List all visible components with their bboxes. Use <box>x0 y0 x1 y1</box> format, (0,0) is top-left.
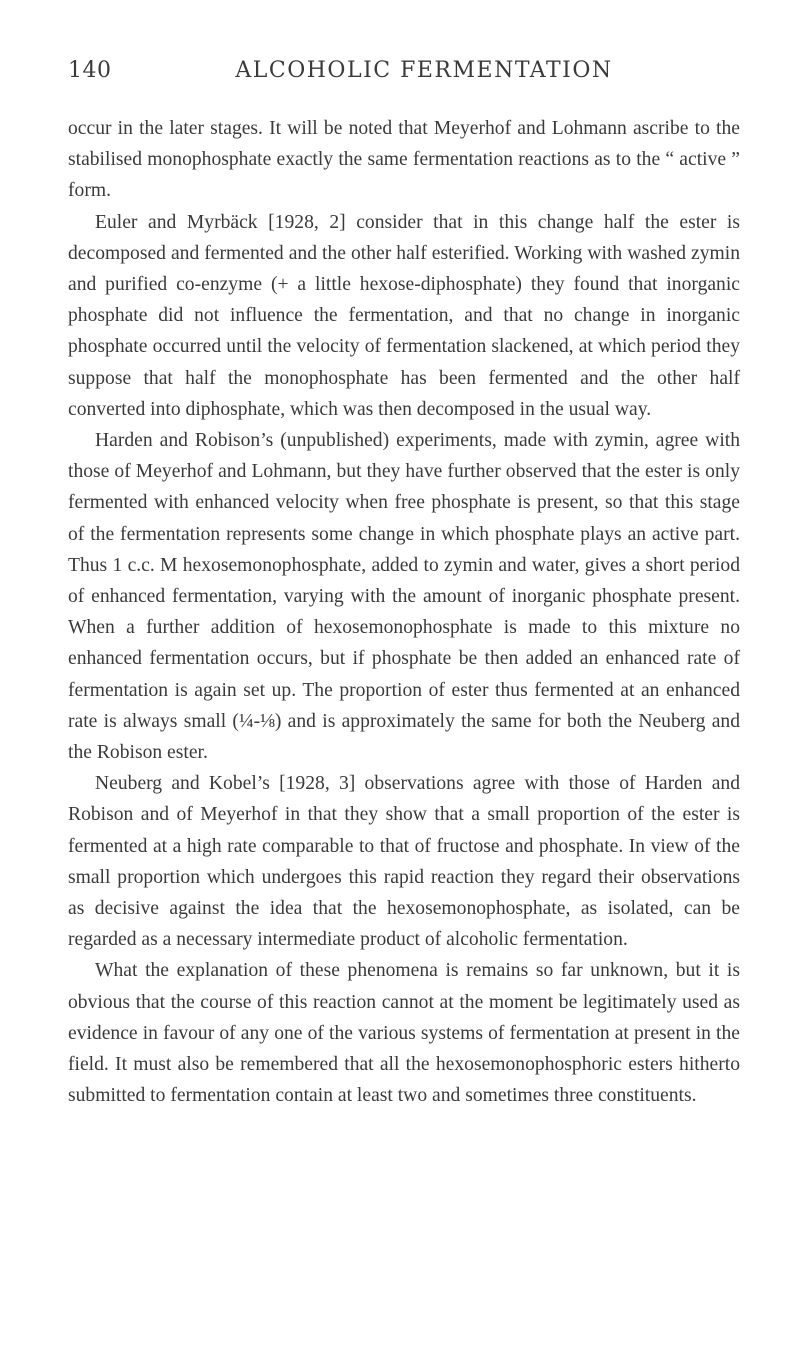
running-title: ALCOHOLIC FERMENTATION <box>235 58 613 83</box>
paragraph-neuberg-kobel: Neuberg and Kobel’s [1928, 3] observations agree with those of Harden and Robison and of Meyerhof in that they show that a small proportion of the ester is fermented at a high rate comparable to that of fructose and phosphate. In view of the small proportion which undergoes this rapid reaction they regard their observations as decisive against the idea that the hexosemonophosphate, as isolated, can be regarded as a necessary intermediate product of alcoholic fermentation. <box>68 773 740 951</box>
page-number: 140 <box>68 58 112 83</box>
running-head <box>68 58 740 100</box>
book-page <box>68 58 740 1112</box>
paragraph-continuation: occur in the later stages. It will be noted that Meyerhof and Lohmann ascribe to the stabilised monophosphate exactly the same fermentation reactions as to the “ active ” form. <box>68 118 740 202</box>
paragraph-harden-robison: Harden and Robison’s (unpublished) experiments, made with zymin, agree with those of Meyerhof and Lohmann, but they have further observed that the ester is only fermented with enhanced velocity when free phosphate is present, so that this stage of the fermentation represents some change in which phosphate plays an active part. Thus 1 c.c. M hexosemonophosphate, added to zymin and water, gives a short period of enhanced fermentation, varying with the amount of inorganic phosphate present. When a further addition of hexosemonophosphate is made to this mixture no enhanced fermentation occurs, but if phosphate be then added an enhanced rate of fermentation is again set up. The proportion of ester thus fermented at an enhanced rate is always small (¼-⅛) and is approximately the same for both the Neuberg and the Robison ester. <box>68 430 740 764</box>
body-text <box>68 113 740 1112</box>
paragraph-explanation: What the explanation of these phenomena is remains so far unknown, but it is obvious that the course of this reaction cannot at the moment be legitimately used as evidence in favour of any one of the various systems of fermentation at present in the field. It must also be remembered that all the hexosemonophosphoric esters hitherto submitted to fermentation contain at least two and sometimes three constituents. <box>68 960 740 1107</box>
paragraph-euler-myrback: Euler and Myrbäck [1928, 2] consider that in this change half the ester is decomposed and fermented and the other half esterified. Working with washed zymin and purified co-enzyme (+ a little hexose-diphosphate) they found that inorganic phosphate did not influence the fermentation, and that no change in inorganic phosphate occurred until the velocity of fermentation slackened, at which period they suppose that half the monophosphate has been fermented and the other half converted into diphosphate, which was then decomposed in the usual way. <box>68 211 740 420</box>
